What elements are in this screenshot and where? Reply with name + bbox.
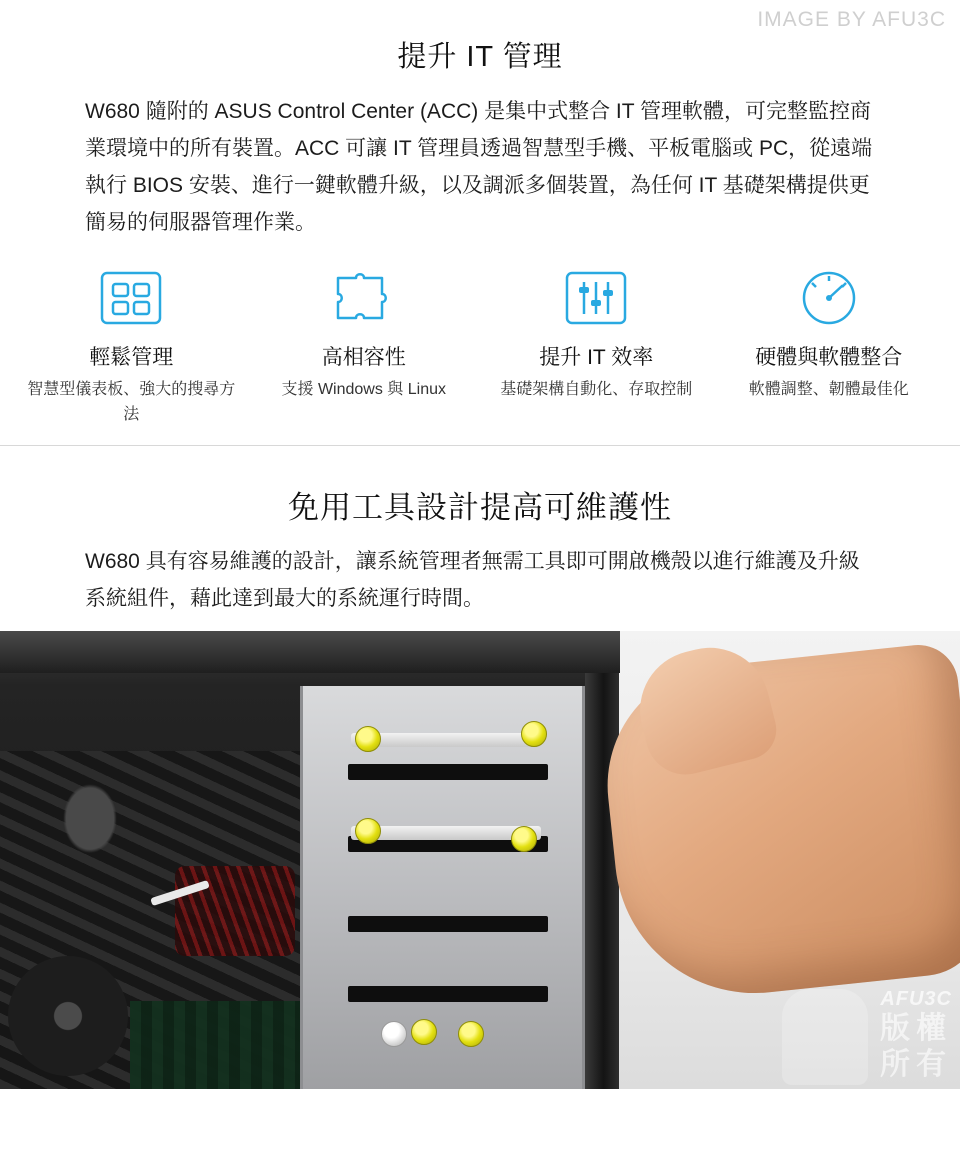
feature-desc: 智慧型儀表板、強大的搜尋方法 bbox=[27, 381, 236, 423]
chassis-photo bbox=[0, 631, 960, 1089]
thumbscrew[interactable] bbox=[355, 818, 381, 844]
feature-title: 高相容性 bbox=[321, 346, 406, 369]
section2-body bbox=[85, 543, 875, 617]
watermark-line2: 版權 bbox=[880, 1012, 952, 1045]
expansion-slot bbox=[348, 986, 548, 1002]
thumbscrew[interactable] bbox=[381, 1021, 407, 1047]
section-toolless-design bbox=[0, 458, 960, 1089]
puzzle-icon bbox=[254, 267, 475, 329]
section1-body bbox=[85, 93, 875, 241]
case-top-panel bbox=[0, 631, 620, 673]
feature-item bbox=[480, 267, 713, 427]
thumbscrew[interactable] bbox=[411, 1019, 437, 1045]
red-cables bbox=[175, 866, 295, 956]
feature-desc: 軟體調整、韌體最佳化 bbox=[748, 381, 909, 398]
gauge-icon bbox=[719, 267, 940, 329]
feature-desc: 基礎架構自動化、存取控制 bbox=[500, 381, 693, 398]
feature-title: 硬體與軟體整合 bbox=[755, 346, 903, 369]
feature-desc: 支援 Windows 與 Linux bbox=[281, 381, 446, 398]
section2-title: 免用工具設計提高可維護性 bbox=[288, 490, 672, 525]
watermark-brand: AFU3C bbox=[880, 988, 952, 1010]
expansion-slot bbox=[348, 764, 548, 780]
sliders-icon bbox=[486, 267, 707, 329]
cpu-fan bbox=[8, 956, 128, 1076]
section1-paragraph: W680 隨附的 ASUS Control Center (ACC) 是集中式整合 IT 管理軟體，可完整監控商業環境中的所有裝置。ACC 可讓 IT 管理員透過智慧型手機、平板電腦或 PC，從遠端執行 BIOS 安裝、進行一鍵軟體升級，以及調派多個裝置，為任何 IT 基礎架構提供更簡易的伺服器管理作業。 bbox=[85, 100, 873, 234]
watermark-line3: 所有 bbox=[880, 1048, 952, 1081]
thumbscrew[interactable] bbox=[521, 721, 547, 747]
expansion-slot bbox=[348, 916, 548, 932]
feature-item bbox=[248, 267, 481, 427]
drive-cage bbox=[300, 686, 585, 1089]
feature-item bbox=[15, 267, 248, 427]
feature-title: 輕鬆管理 bbox=[89, 346, 174, 369]
thumbscrew[interactable] bbox=[511, 826, 537, 852]
feature-list bbox=[15, 267, 945, 427]
thumbscrew[interactable] bbox=[458, 1021, 484, 1047]
dashboard-icon bbox=[21, 267, 242, 329]
feature-item bbox=[713, 267, 946, 427]
thumbscrew[interactable] bbox=[355, 726, 381, 752]
watermark-top-right: IMAGE BY AFU3C bbox=[757, 8, 946, 31]
section1-title: 提升 IT 管理 bbox=[397, 41, 563, 73]
section2-paragraph: W680 具有容易維護的設計，讓系統管理者無需工具即可開啟機殼以進行維護及升級系統組件，藉此達到最大的系統運行時間。 bbox=[85, 550, 860, 610]
section-it-management bbox=[0, 0, 960, 458]
watermark-mascot bbox=[782, 989, 868, 1085]
section-divider bbox=[0, 445, 960, 446]
feature-title: 提升 IT 效率 bbox=[539, 346, 654, 369]
